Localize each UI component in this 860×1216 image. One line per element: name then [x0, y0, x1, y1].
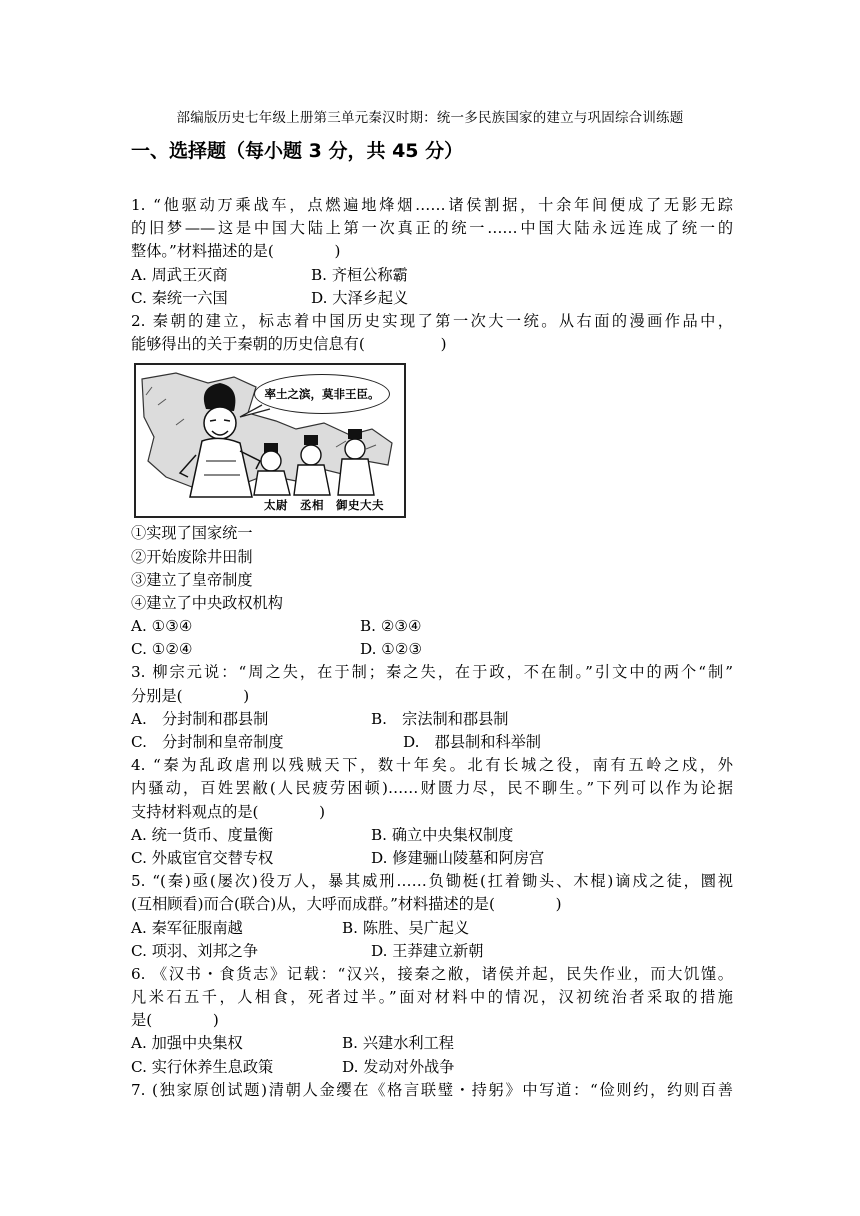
question-7: [131, 1079, 733, 1102]
question-5: [131, 870, 733, 963]
option-c[interactable]: C. 实行休养生息政策: [131, 1057, 274, 1076]
option-b[interactable]: B. 陈胜、吴广起义: [342, 918, 470, 937]
option-c[interactable]: C. 分封制和皇帝制度: [131, 733, 284, 751]
section-heading: 一、选择题（每小题 3 分，共 45 分）: [131, 140, 464, 162]
option-row: [131, 708, 733, 731]
question-text-line: 1. “他驱动万乘战车，点燃遍地烽烟……诸侯割据，十余年间便成了无影无踪: [131, 196, 733, 214]
statement-item: ①实现了国家统一: [131, 524, 253, 543]
statement-item: ④建立了中央政权机构: [131, 593, 283, 612]
option-a[interactable]: A. 统一货币、度量衡: [131, 825, 274, 844]
question-4: [131, 754, 733, 870]
question-text-line: 3. 柳宗元说：“周之失，在于制；秦之失，在于政，不在制。”引文中的两个“制”: [131, 663, 733, 682]
question-text-line: 能够得出的关于秦朝的历史信息有( ): [131, 335, 447, 354]
option-d[interactable]: D. 大泽乡起义: [311, 288, 409, 307]
cartoon-illustration: [134, 363, 406, 518]
option-c[interactable]: C. 项羽、刘邦之争: [131, 941, 259, 960]
question-text-line: 7. (独家原创试题)清朝人金缨在《格言联璧・持躬》中写道：“俭则约，约则百善: [131, 1080, 733, 1099]
option-d[interactable]: D. 发动对外战争: [342, 1057, 455, 1076]
option-row: [131, 1056, 733, 1079]
question-6: [131, 963, 733, 1079]
figure-caption: 太尉 丞相 御史大夫: [264, 498, 384, 513]
question-3: [131, 661, 733, 754]
option-c[interactable]: C. ①②④: [131, 640, 193, 659]
question-text-line: 是( ): [131, 1011, 219, 1030]
option-row: [131, 847, 733, 870]
option-row: [131, 1032, 733, 1055]
option-row: [131, 917, 733, 940]
option-row: [131, 824, 733, 847]
question-text-line: 整体。”材料描述的是( ): [131, 242, 341, 261]
option-b[interactable]: B. 兴建水利工程: [342, 1034, 454, 1053]
option-b[interactable]: B. 齐桓公称霸: [311, 265, 408, 284]
option-a[interactable]: A. 分封制和郡县制: [131, 709, 269, 728]
option-c[interactable]: C. 外戚宦官交替专权: [131, 848, 274, 867]
question-text-line: 的旧梦——这是中国大陆上第一次真正的统一……中国大陆永远连成了统一的: [131, 219, 733, 238]
question-text-line: (互相顾看)而合(联合)从，大呼而成群。”材料描述的是( ): [131, 895, 562, 914]
option-d[interactable]: D. 修建骊山陵墓和阿房宫: [371, 848, 545, 867]
option-d[interactable]: D. 郡县制和科举制: [403, 733, 541, 751]
option-c[interactable]: C. 秦统一六国: [131, 288, 228, 307]
option-row: [131, 940, 733, 963]
question-text-line: 凡米石五千，人相食，死者过半。”面对材料中的情况，汉初统治者采取的措施: [131, 988, 733, 1007]
option-row: [131, 287, 733, 310]
question-text-line: 5. “(秦)亟(屡次)役万人，暴其威刑……负锄梃(扛着锄头、木棍)谪戍之徒，圜视: [131, 872, 733, 891]
statement-item: ③建立了皇帝制度: [131, 570, 253, 589]
question-text-line: 4. “秦为乱政虐刑以残贼天下，数十年矣。北有长城之役，南有五岭之戍，外: [131, 756, 733, 775]
question-1: [131, 194, 733, 310]
option-a[interactable]: A. ①③④: [131, 617, 193, 636]
option-a[interactable]: A. 秦军征服南越: [131, 918, 243, 937]
question-text-line: 内骚动，百姓罢敝(人民疲劳困顿)……财匮力尽，民不聊生。”下列可以作为论据: [131, 779, 733, 798]
option-d[interactable]: D. 王莽建立新朝: [371, 941, 484, 960]
question-text-line: 6. 《汉书・食货志》记载：“汉兴，接秦之敝，诸侯并起，民失作业，而大饥馑。: [131, 964, 733, 983]
speech-bubble: 率土之滨，莫非王臣。: [254, 374, 390, 414]
question-2: [131, 310, 733, 662]
document-title: 部编版历史七年级上册第三单元秦汉时期：统一多民族国家的建立与巩固综合训练题: [176, 110, 684, 126]
option-row: [131, 264, 733, 287]
question-list: [131, 194, 733, 1102]
option-d[interactable]: D. ①②③: [360, 640, 423, 659]
question-text-line: 支持材料观点的是( ): [131, 802, 326, 821]
statement-item: ②开始废除井田制: [131, 547, 253, 566]
option-a[interactable]: A. 周武王灭商: [131, 265, 228, 284]
option-a[interactable]: A. 加强中央集权: [131, 1034, 243, 1053]
option-row: [131, 615, 733, 638]
question-text-line: 分别是( ): [131, 686, 250, 705]
option-b[interactable]: B. ②③④: [360, 617, 422, 636]
option-row: [131, 638, 733, 661]
option-row: [131, 731, 733, 754]
question-text-line: 2. 秦朝的建立，标志着中国历史实现了第一次大一统。从右面的漫画作品中，: [131, 311, 733, 330]
option-b[interactable]: B. 宗法制和郡县制: [371, 709, 509, 728]
option-b[interactable]: B. 确立中央集权制度: [371, 825, 514, 844]
